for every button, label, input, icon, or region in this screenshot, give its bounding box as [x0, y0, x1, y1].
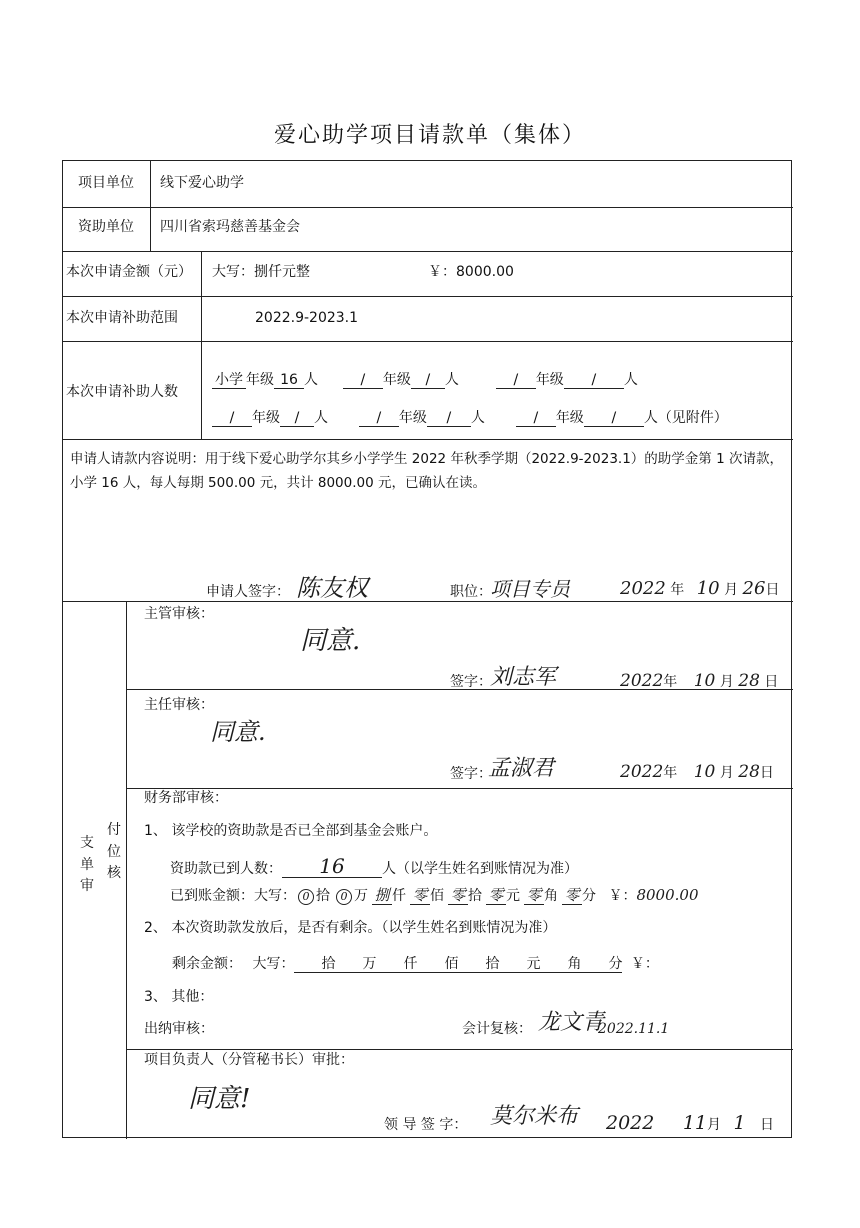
arrived-count-value: 16 [282, 855, 382, 878]
remain-blank [294, 957, 321, 973]
year-word: 年 [670, 582, 685, 598]
yen-value: 8000.00 [636, 886, 699, 904]
range-label: 本次申请补助范围 [66, 310, 178, 326]
director-opinion: 同意. [210, 718, 266, 746]
blank-count: / [427, 411, 471, 427]
supervisor-opinion: 同意. [300, 626, 361, 656]
count-label: 本次申请补助人数 [66, 384, 178, 400]
capital-digit: 0 [336, 889, 352, 905]
range-value: 2022.9-2023.1 [255, 310, 359, 326]
day-word: 日 [759, 765, 774, 781]
remain-blank [581, 957, 608, 973]
applicant-date [620, 580, 779, 598]
col-divider [201, 296, 202, 341]
blank-grade: / [343, 373, 383, 389]
document-title: 爱心助学项目请款单（集体） [273, 123, 586, 148]
capital-unit: 仟 [392, 888, 406, 904]
remain-line [172, 957, 659, 973]
month-word: 月 [707, 1117, 721, 1133]
col-divider [150, 207, 151, 251]
capital-digit: 零 [486, 887, 506, 905]
accountant-label: 会计复核： [462, 1021, 532, 1037]
capital-unit: 万 [354, 888, 368, 904]
accountant-date: 2022.11.1 [598, 1021, 670, 1037]
amount-number [428, 265, 514, 279]
sponsor-label: 资助单位 [78, 219, 134, 235]
day-word: 日 [764, 674, 779, 690]
capital-digit: 零 [448, 887, 468, 905]
capital-unit: 拾 [468, 888, 482, 904]
amount-capital-label: 大写： [212, 264, 254, 280]
year-value: 2022 [620, 578, 666, 599]
remain-unit: 万 [362, 956, 377, 972]
month-word: 月 [719, 674, 734, 690]
side-label-col1: 支单审 [80, 835, 94, 895]
side-label-col2: 付位核 [107, 822, 121, 882]
month-word: 月 [719, 765, 734, 781]
arrived-amount-label: 已到账金额： [170, 888, 254, 904]
row-divider [63, 296, 793, 297]
row-divider [126, 788, 793, 789]
capital-unit: 佰 [430, 888, 444, 904]
col-divider [126, 601, 127, 1139]
remain-blank [540, 957, 567, 973]
leader-label: 项目负责人（分管秘书长）审批： [144, 1052, 354, 1068]
leader-opinion: 同意! [188, 1084, 251, 1114]
remain-unit: 元 [526, 956, 541, 972]
day-word: 日 [765, 582, 780, 598]
count-line-1 [212, 373, 638, 389]
capital-cells [296, 888, 600, 904]
remain-blank [458, 957, 485, 973]
arrived-count-suffix: 人（以学生姓名到账情况为准） [382, 861, 578, 877]
blank-count: / [584, 411, 644, 427]
blank-count: / [280, 411, 314, 427]
director-signature: 孟淑君 [488, 756, 555, 781]
blank-grade: / [496, 373, 536, 389]
row-divider [63, 439, 793, 440]
supervisor-date [620, 673, 778, 690]
remain-unit: 佰 [444, 956, 459, 972]
capital-digit: 零 [410, 887, 430, 905]
finance-q3: 3、 其他： [144, 989, 214, 1005]
director-date [620, 764, 774, 781]
person-word: 人 [304, 372, 318, 388]
blank-count: / [564, 373, 624, 389]
remain-unit: 拾 [321, 956, 336, 972]
remain-unit: 仟 [403, 956, 418, 972]
amount-capital [212, 265, 310, 279]
position-label: 职位： [450, 584, 492, 600]
count-primary: 16 [274, 373, 304, 389]
day-value: 28 [738, 762, 760, 782]
month-value: 10 [696, 578, 720, 599]
finance-q2: 2、 本次资助款发放后，是否有剩余。（以学生姓名到账情况为准） [144, 920, 557, 936]
month-word: 月 [724, 582, 739, 598]
person-word: 人 [623, 372, 638, 388]
col-divider [150, 161, 151, 207]
remain-unit: 拾 [485, 956, 500, 972]
amount-label: 本次申请金额（元） [66, 264, 192, 280]
capital-digit: 0 [298, 889, 314, 905]
grade-word: 年级 [246, 372, 274, 388]
col-divider [201, 251, 202, 296]
capital-unit: 角 [544, 888, 558, 904]
supervisor-label: 主管审核： [144, 606, 214, 622]
row-divider [63, 207, 793, 208]
capital-digit: 零 [562, 887, 582, 905]
count-line-2 [212, 411, 728, 427]
month-value: 10 [693, 671, 716, 691]
arrived-count-label: 资助款已到人数： [170, 861, 282, 877]
remain-cells [294, 956, 622, 972]
yen-label: ￥： [608, 888, 637, 904]
capital-unit: 拾 [316, 888, 330, 904]
leader-signature: 莫尔米布 [490, 1104, 579, 1129]
row-divider [63, 601, 793, 602]
remain-unit: 角 [567, 956, 582, 972]
blank-grade: / [212, 411, 252, 427]
remain-unit: 分 [608, 956, 623, 972]
grade-word: 年级 [398, 410, 427, 426]
accountant-signature: 龙文青 [538, 1010, 605, 1035]
capital-unit: 元 [506, 888, 520, 904]
grade-word: 年级 [382, 372, 411, 388]
amount-num-value: 8000.00 [456, 264, 514, 280]
row-divider [63, 251, 793, 252]
director-sign-label: 签字： [450, 766, 492, 782]
capital-digit: 零 [524, 887, 544, 905]
finance-q1: 1、 该学校的资助款是否已全部到基金会账户。 [144, 823, 438, 839]
description-text: 申请人请款内容说明：用于线下爱心助学尔其乡小学学生 2022 年秋季学期（2022.9-2023.1）的助学金第 1 次请款，小学 16 人，每人每期 500.00 元，共计 8000.00 元，已确认在读。 [70, 451, 783, 491]
grade-primary: 小学 [212, 373, 246, 389]
blank-count: / [411, 373, 445, 389]
day-word: 日 [760, 1117, 774, 1133]
day-value: 26 [742, 578, 766, 599]
remain-label: 剩余金额： [172, 956, 242, 972]
year-word: 年 [663, 674, 678, 690]
position-value: 项目专员 [490, 577, 570, 601]
supervisor-sign-label: 签字： [450, 674, 492, 690]
blank-grade: / [359, 411, 399, 427]
finance-label: 财务部审核： [144, 790, 228, 806]
remain-blank [376, 957, 403, 973]
grade-word: 年级 [535, 372, 564, 388]
applicant-sign-label: 申请人签字： [206, 584, 290, 600]
director-label: 主任审核： [144, 697, 214, 713]
leader-sign-label: 领 导 签 字： [384, 1117, 468, 1133]
year-value: 2022 [606, 1112, 655, 1134]
row-divider [126, 1049, 793, 1050]
cashier-label: 出纳审核： [144, 1021, 214, 1037]
grade-word: 年级 [252, 410, 280, 426]
see-attachment: （见附件） [657, 410, 728, 426]
capital-label: 大写： [254, 888, 296, 904]
month-value: 10 [693, 762, 716, 782]
supervisor-signature: 刘志军 [490, 665, 557, 690]
remain-blank [335, 957, 362, 973]
year-value: 2022 [620, 671, 664, 691]
arrived-count-line [170, 855, 578, 878]
month-value: 11 [682, 1112, 707, 1134]
arrived-amount-line [170, 887, 698, 905]
grade-word: 年级 [555, 410, 584, 426]
project-unit-value: 线下爱心助学 [160, 175, 244, 191]
day-value: 1 [733, 1112, 746, 1134]
day-value: 28 [738, 671, 760, 691]
leader-date [606, 1114, 774, 1133]
remain-blank [417, 957, 444, 973]
remain-capital-label: 大写： [252, 956, 295, 972]
blank-grade: / [516, 411, 556, 427]
applicant-signature: 陈友权 [296, 574, 368, 602]
person-word: 人 [314, 410, 328, 426]
col-divider [201, 341, 202, 439]
year-word: 年 [663, 765, 678, 781]
person-word: 人 [470, 410, 485, 426]
capital-unit: 分 [582, 888, 596, 904]
row-divider [63, 341, 793, 342]
year-value: 2022 [620, 762, 664, 782]
amount-capital-value: 捌仟元整 [254, 264, 310, 280]
remain-blank [499, 957, 526, 973]
project-unit-label: 项目单位 [78, 175, 134, 191]
person-word: 人 [643, 410, 658, 426]
remain-yen-label: ￥： [630, 956, 659, 972]
amount-num-label: ￥： [428, 264, 456, 280]
capital-digit: 捌 [372, 887, 392, 905]
person-word: 人 [444, 372, 459, 388]
sponsor-value: 四川省索玛慈善基金会 [160, 219, 300, 235]
